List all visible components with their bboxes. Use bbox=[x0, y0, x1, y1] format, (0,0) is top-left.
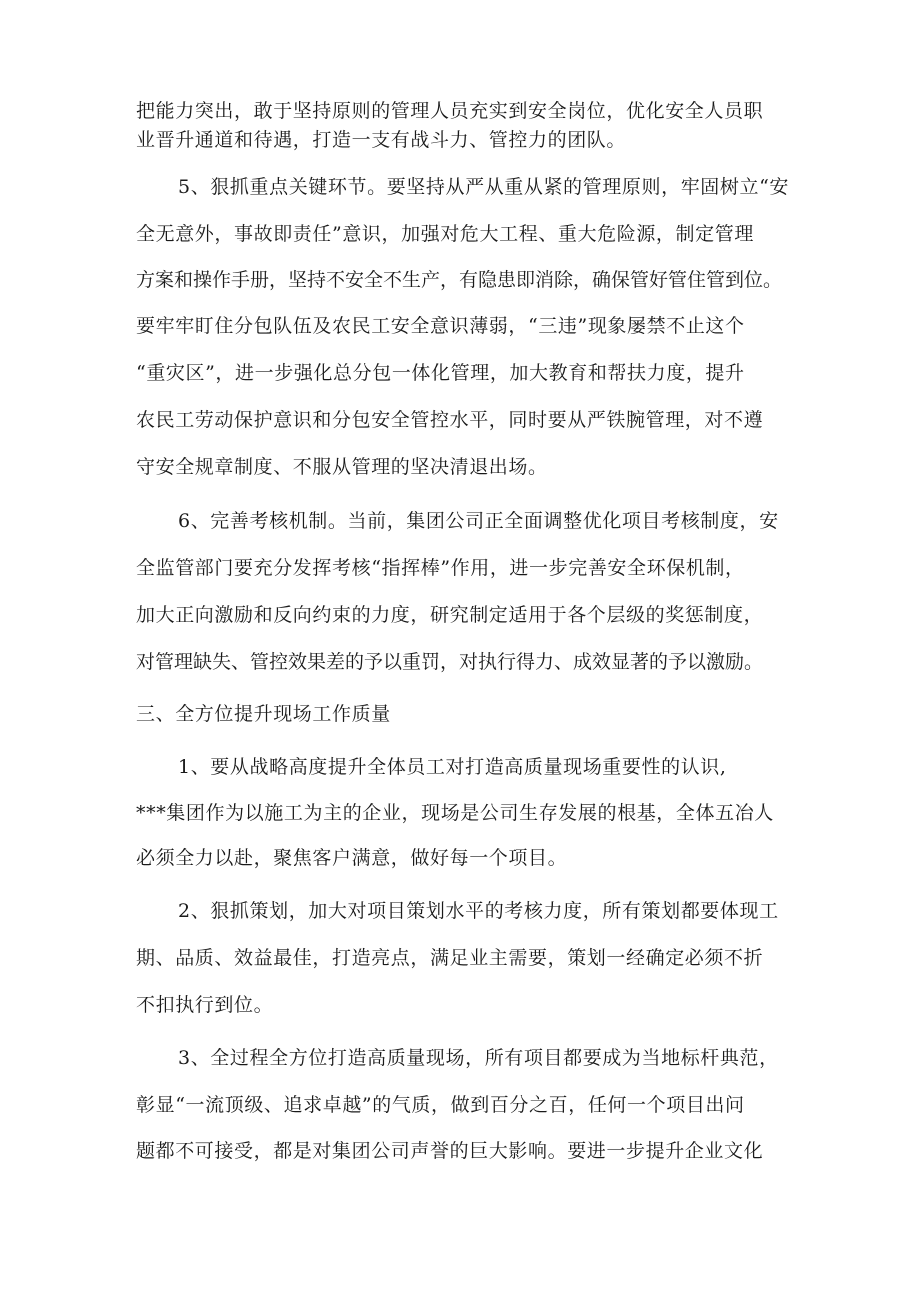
text-line: 必须全力以赴，聚焦客户满意，做好每一个项目。 bbox=[136, 847, 568, 869]
text-line: “重灾区”，进一步强化总分包一体化管理，加大教育和帮扶力度，提升 bbox=[136, 362, 745, 384]
text-line: 业晋升通道和待遇，打造一支有战斗力、管控力的团队。 bbox=[136, 129, 627, 151]
text-line: 守安全规章制度、不服从管理的坚决清退出场。 bbox=[136, 456, 548, 478]
text-line: ***集团作为以施工为主的企业，现场是公司生存发展的根基，全体五冶人 bbox=[136, 802, 774, 824]
text-line: 题都不可接受，都是对集团公司声誉的巨大影响。要进一步提升企业文化 bbox=[136, 1140, 764, 1162]
text-line: 方案和操作手册，坚持不安全不生产，有隐患即消除，确保管好管住管到位。 bbox=[136, 269, 783, 291]
text-line: 对管理缺失、管控效果差的予以重罚，对执行得力、成效显著的予以激励。 bbox=[136, 651, 764, 673]
text-line: 把能力突出，敢于坚持原则的管理人员充实到安全岗位，优化安全人员职 bbox=[136, 100, 764, 122]
text-line: 全监管部门要充分发挥考核“指挥棒”作用，进一步完善安全环保机制， bbox=[136, 557, 745, 579]
text-line: 不扣执行到位。 bbox=[136, 994, 274, 1016]
text-line: 1、要从战略高度提升全体员工对打造高质量现场重要性的认识, bbox=[178, 756, 727, 778]
section-heading: 三、全方位提升现场工作质量 bbox=[136, 703, 391, 725]
text-line: 2、狠抓策划，加大对项目策划水平的考核力度，所有策划都要体现工 bbox=[178, 900, 779, 922]
text-line: 彰显“一流顶级、追求卓越”的气质，做到百分之百，任何一个项目出问 bbox=[136, 1094, 745, 1116]
text-line: 加大正向激励和反向约束的力度，研究制定适用于各个层级的奖惩制度， bbox=[136, 604, 764, 626]
text-line: 要牢牢盯住分包队伍及农民工安全意识薄弱，“三违”现象屡禁不止这个 bbox=[136, 315, 745, 337]
text-line: 3、全过程全方位打造高质量现场，所有项目都要成为当地标杆典范， bbox=[178, 1047, 779, 1069]
text-line: 全无意外，事故即责任”意识，加强对危大工程、重大危险源，制定管理 bbox=[136, 223, 754, 245]
text-line: 农民工劳动保护意识和分包安全管控水平，同时要从严铁腕管理，对不遵 bbox=[136, 409, 764, 431]
text-line: 5、狠抓重点关键环节。要坚持从严从重从紧的管理原则，牢固树立“安 bbox=[178, 176, 790, 198]
text-line: 期、品质、效益最佳，打造亮点，满足业主需要，策划一经确定必须不折 bbox=[136, 947, 764, 969]
text-line: 6、完善考核机制。当前，集团公司正全面调整优化项目考核制度，安 bbox=[178, 510, 779, 532]
